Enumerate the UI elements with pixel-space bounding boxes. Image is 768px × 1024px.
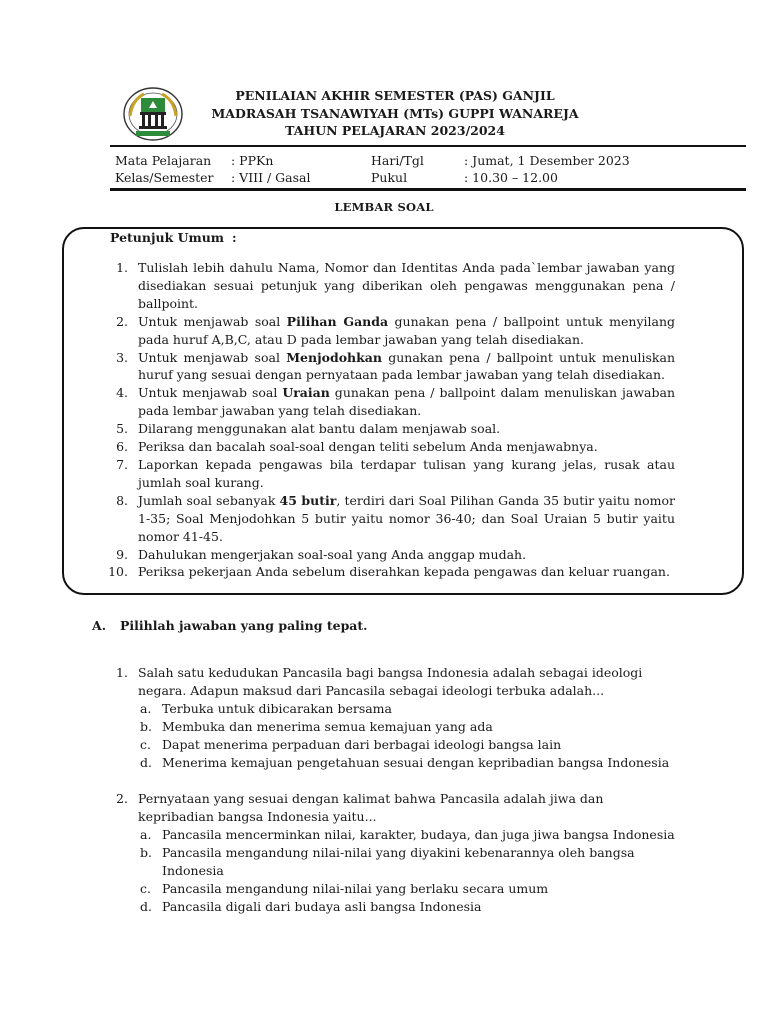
option-letter: d. [140,755,152,770]
answer-option [138,718,678,736]
instruction-number: 4. [116,385,128,401]
section-letter: A. [92,618,107,633]
instruction-number: 6. [116,439,128,455]
instruction-text [138,259,675,313]
option-text: Menerima kemajuan pengetahuan sesuai dengan kepribadian bangsa Indonesia [162,755,670,770]
instruction-text-part: Untuk menjawab soal [138,313,287,329]
question-number: 2. [116,791,128,806]
school-name: MADRASAH TSANAWIYAH (MTs) GUPPI WANAREJA [211,106,579,121]
instruction-text [138,438,675,456]
section-title: Pilihlah jawaban yang paling tepat. [120,618,368,633]
section-a-heading [92,618,368,633]
academic-year: TAHUN PELAJARAN 2023/2024 [285,123,505,138]
instructions-colon: : [232,230,237,245]
madrasah-logo-icon [122,86,184,142]
option-text: Terbuka untuk dibicarakan bersama [162,701,392,716]
option-letter: b. [140,719,152,734]
option-letter: d. [140,899,152,914]
instruction-text-part: Periksa pekerjaan Anda sebelum diserahkan kepada pengawas dan keluar ruangan. [138,564,670,580]
instruction-text [138,563,675,581]
instruction-text [138,349,675,385]
instruction-item [116,420,675,438]
instruction-item [116,456,675,492]
instruction-text-part: Dahulukan mengerjakan soal-soal yang Anda anggap mudah. [138,546,527,562]
instruction-text [138,313,675,349]
answer-option [138,736,678,754]
instruction-text-part: Dilarang menggunakan alat bantu dalam menjawab soal. [138,421,501,437]
instruction-text-part: Untuk menjawab soal [138,349,287,365]
option-text: Dapat menerima perpaduan dari berbagai ideologi bangsa lain [162,737,562,752]
exam-title: PENILAIAN AKHIR SEMESTER (PAS) GANJIL [235,88,555,103]
instruction-number: 1. [116,260,128,275]
instruction-text-part: Laporkan kepada pengawas bila terdapar tulisan yang kurang jelas, rusak atau jumlah soal kurang. [138,456,675,490]
instructions-list [108,259,676,581]
instruction-number: 7. [116,456,128,472]
instruction-number: 3. [116,349,128,365]
time-label: Pukul [371,170,408,185]
question-number: 1. [116,665,128,680]
class-semester-label: Kelas/Semester [115,170,214,185]
question [116,664,678,772]
option-letter: c. [140,737,151,752]
instruction-number: 9. [116,546,128,562]
answer-option [138,826,678,844]
class-semester-value: : VIII / Gasal [231,170,311,185]
header-bottom-rule [110,188,746,191]
instruction-number: 2. [116,313,128,329]
instruction-text-part: Jumlah soal sebanyak [138,492,280,508]
day-date-value: : Jumat, 1 Desember 2023 [464,153,630,168]
question-text: Pernyataan yang sesuai dengan kalimat bahwa Pancasila adalah jiwa dan kepribadian bangsa Indonesia yaitu... [138,791,604,824]
instruction-text-part: gunakan pena / ballpoint dalam menuliskan jawaban pada lembar jawaban yang telah disediakan. [138,385,675,419]
instruction-item [108,563,675,581]
instruction-number: 10. [108,564,128,580]
time-value: : 10.30 – 12.00 [464,170,558,185]
instruction-number: 5. [116,421,128,437]
instruction-emphasis: 45 butir [279,492,337,508]
instruction-emphasis: Menjodohkan [286,349,382,365]
option-text: Pancasila digali dari budaya asli bangsa Indonesia [162,899,482,914]
answer-option [138,844,678,880]
instruction-text-part: , terdiri dari Soal Pilihan Ganda 35 butir yaitu nomor 1-35; Soal Menjodohkan 5 butir yaitu nomor 36-40; dan Soal Uraian 5 butir yaitu nomor 41-45. [138,492,675,544]
sheet-title: LEMBAR SOAL [334,200,434,214]
instruction-item [116,492,675,546]
option-letter: a. [140,701,152,716]
answer-option [138,898,678,916]
option-text: Membuka dan menerima semua kemajuan yang ada [162,719,493,734]
option-text: Pancasila mengandung nilai-nilai yang diyakini kebenarannya oleh bangsa Indonesia [162,845,635,878]
header-top-rule [110,145,746,147]
answer-option [138,754,678,772]
option-letter: a. [140,827,152,842]
instruction-text-part: Periksa dan bacalah soal-soal dengan teliti sebelum Anda menjawabnya. [138,439,598,455]
subject-label: Mata Pelajaran [115,153,212,168]
instruction-number: 8. [116,492,128,508]
instruction-item [116,349,675,385]
option-text: Pancasila mencerminkan nilai, karakter, budaya, dan juga jiwa bangsa Indonesia [162,827,675,842]
answer-option [138,700,678,718]
instruction-text [138,546,675,564]
instruction-item [116,438,675,456]
instruction-text [138,384,675,420]
instruction-text [138,492,675,546]
instruction-text-part: gunakan pena / ballpoint untuk menuliskan huruf yang sesuai dengan pernyataan pada lembar jawaban yang telah disediakan. [138,349,675,383]
instruction-text-part: gunakan pena / ballpoint untuk menyilang pada huruf A,B,C, atau D pada lembar jawaban yang telah disediakan. [138,313,676,347]
instruction-item [116,546,675,564]
question [116,790,678,916]
instructions-title: Petunjuk Umum [110,230,225,245]
option-text: Pancasila mengandung nilai-nilai yang berlaku secara umum [162,881,549,896]
instruction-text [138,456,675,492]
question-text: Salah satu kedudukan Pancasila bagi bangsa Indonesia adalah sebagai ideologi negara. Adapun maksud dari Pancasila sebagai ideologi terbuka adalah... [138,665,643,698]
answer-option [138,880,678,898]
instruction-text-part: Tulislah lebih dahulu Nama, Nomor dan Identitas Anda pada`lembar jawaban yang disediakan sesuai petunjuk yang diberikan oleh pengawas menggunakan pena / ballpoint. [138,260,675,311]
instruction-item [116,313,676,349]
option-letter: b. [140,845,152,860]
instruction-text [138,420,675,438]
instruction-item [116,384,675,420]
instruction-emphasis: Pilihan Ganda [286,313,389,329]
instruction-item [116,259,675,313]
option-letter: c. [140,881,151,896]
instruction-emphasis: Uraian [282,385,330,401]
day-date-label: Hari/Tgl [371,153,424,168]
subject-value: : PPKn [231,153,274,168]
instruction-text-part: Untuk menjawab soal [138,385,283,401]
